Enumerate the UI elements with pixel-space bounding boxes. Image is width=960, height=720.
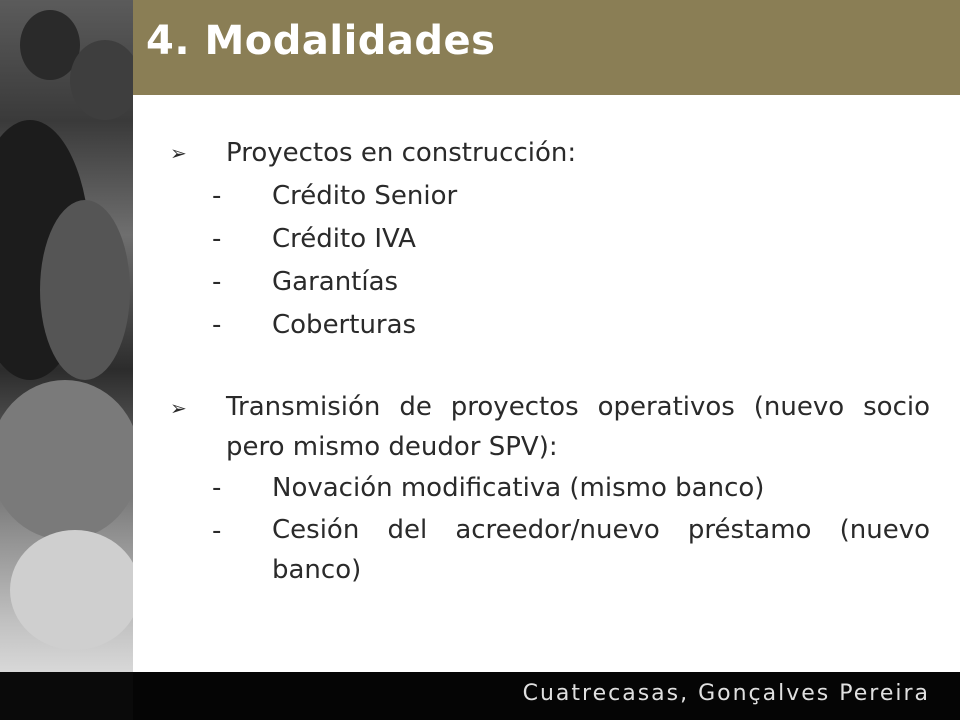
list-item (170, 261, 930, 304)
list-item-text: Crédito IVA (272, 224, 416, 254)
dash-marker: - (212, 224, 222, 254)
list-item-text: Novación modificativa (mismo banco) (272, 473, 765, 503)
list-item-text: Garantías (272, 267, 399, 297)
bullet-text: Transmisión de proyectos operativos (nuevo socio pero mismo deudor SPV): (226, 392, 930, 462)
footer-left (0, 672, 133, 720)
dash-marker: - (212, 516, 222, 546)
slide-title: 4. Modalidades (146, 18, 496, 64)
arrow-bullet-icon: ➢ (170, 396, 187, 420)
arrow-bullet-icon: ➢ (170, 141, 187, 165)
list-item-text: Crédito Senior (272, 181, 458, 211)
list-item-text: Cesión del acreedor/nuevo préstamo (nuevo banco) (272, 515, 930, 585)
spacer (170, 347, 930, 387)
list-item (170, 510, 930, 590)
decorative-photo (0, 0, 133, 672)
list-item (170, 175, 930, 218)
list-item (170, 467, 930, 510)
dash-marker: - (212, 267, 222, 297)
title-bar (133, 0, 960, 95)
brand-logo: Cuatrecasas, Gonçalves Pereira (522, 681, 930, 706)
footer-bar (133, 672, 960, 720)
list-item (170, 304, 930, 347)
list-item (170, 218, 930, 261)
dash-marker: - (212, 181, 222, 211)
bullet-transfer (170, 387, 930, 467)
bullet-text: Proyectos en construcción: (226, 138, 577, 168)
dash-marker: - (212, 310, 222, 340)
bullet-construction (170, 132, 930, 175)
list-item-text: Coberturas (272, 310, 417, 340)
dash-marker: - (212, 473, 222, 503)
slide-content (170, 132, 930, 590)
